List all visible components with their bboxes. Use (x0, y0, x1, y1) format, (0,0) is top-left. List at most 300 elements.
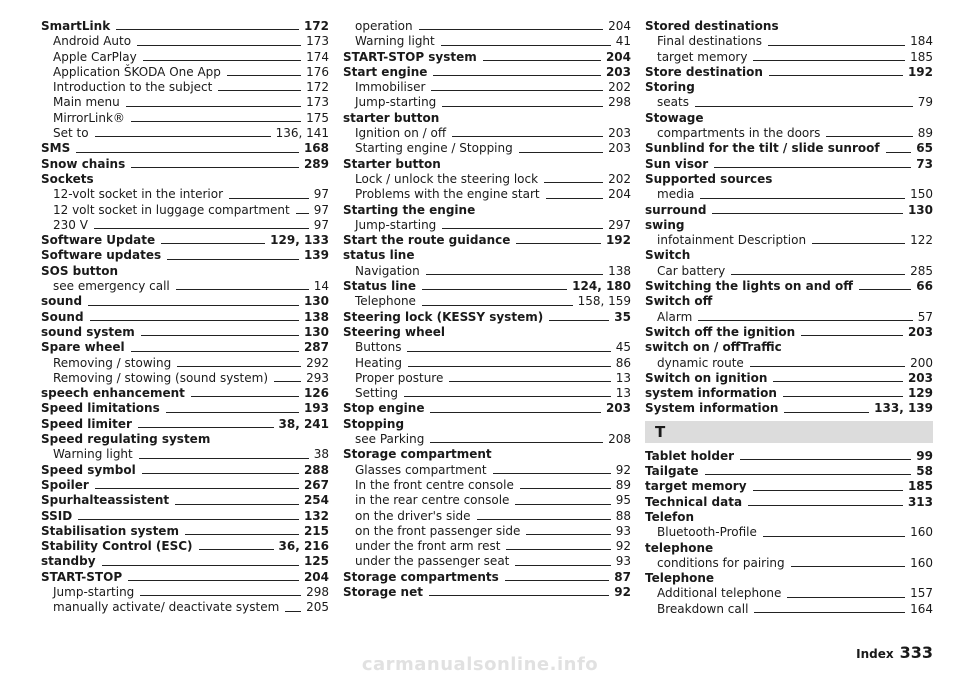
entry-page-ref (279, 539, 329, 554)
page-ref-text: 95 (615, 493, 631, 508)
entry-page-ref (279, 417, 330, 432)
index-subentry (343, 463, 631, 478)
entry-term: Status line (343, 279, 416, 294)
leader-line (433, 75, 601, 76)
leader-line (441, 45, 611, 46)
page-ref-text: 130 (303, 294, 329, 309)
entry-page-ref (304, 401, 329, 416)
leader-line (754, 612, 905, 613)
index-column-3-bottom (645, 449, 933, 617)
index-subentry (41, 65, 329, 80)
entry-page-ref (910, 586, 933, 601)
entry-page-ref (608, 19, 631, 34)
entry-term: Navigation (355, 263, 420, 278)
page-ref-text: 289 (303, 156, 329, 171)
entry-term: Application ŠKODA One App (53, 64, 221, 79)
page-ref-text: 139 (303, 248, 329, 263)
entry-page-ref (608, 95, 631, 110)
entry-page-ref (910, 525, 933, 540)
page-ref-text: 204 (608, 19, 631, 33)
entry-term: Warning light (355, 34, 435, 49)
page-ref-text: 292 (306, 355, 329, 370)
index-entry (41, 509, 329, 524)
entry-term: sound system (41, 324, 135, 339)
page-ref-text: 203 (907, 370, 933, 385)
index-entry (41, 493, 329, 508)
index-entry (343, 310, 631, 325)
page-ref-text: 79 (917, 95, 933, 110)
entry-page-ref (614, 310, 631, 325)
page-ref-text: 36, 216 (278, 539, 329, 554)
page-ref-text: 122 (910, 233, 933, 248)
page-ref-text: 65 (916, 141, 933, 156)
leader-line (791, 566, 905, 567)
entry-term: Main menu (53, 95, 120, 110)
entry-page-ref (306, 111, 329, 126)
entry-page-ref (304, 554, 329, 569)
entry-term: Android Auto (53, 34, 132, 49)
entry-page-ref (606, 50, 631, 65)
page-ref-text: 215 (303, 523, 329, 538)
entry-term: System information (645, 401, 779, 416)
entry-page-ref (616, 554, 631, 569)
page-ref-text: 38, (278, 416, 304, 431)
entry-term: media (657, 187, 695, 202)
entry-page-ref (616, 463, 631, 478)
leader-line (137, 45, 301, 46)
entry-page-ref (908, 495, 933, 510)
entry-term: Storage compartments (343, 569, 499, 584)
entry-page-ref (616, 509, 631, 524)
entry-term: In the front centre console (355, 477, 514, 492)
leader-line (138, 427, 274, 428)
entry-term: speech enhancement (41, 386, 185, 401)
leader-line (185, 534, 299, 535)
page-ref-text: 66 (916, 279, 933, 294)
entry-term: under the passenger seat (355, 554, 510, 569)
entry-term: Switch off the ignition (645, 324, 796, 339)
entry-page-ref (306, 50, 329, 65)
leader-line (143, 60, 301, 61)
page-ref-text: 97 (313, 202, 329, 217)
page-ref-text: 204 (605, 49, 631, 64)
entry-page-ref (304, 325, 329, 340)
entry-term: Software Update (41, 233, 156, 248)
page-ref-text: 313 (907, 494, 933, 509)
index-subentry (645, 264, 933, 279)
leader-line (801, 335, 903, 336)
leader-line (199, 549, 274, 550)
entry-term: Switch (645, 248, 691, 263)
index-subentry (41, 356, 329, 371)
leader-line (769, 75, 903, 76)
index-subentry (343, 509, 631, 524)
leader-line (191, 396, 299, 397)
entry-page-ref (276, 126, 329, 141)
leader-line (750, 366, 905, 367)
leader-line (95, 136, 271, 137)
index-entry (645, 141, 933, 156)
page-ref-text: 208 (608, 432, 631, 447)
index-subentry (41, 447, 329, 462)
index-subentry (41, 203, 329, 218)
leader-line (131, 121, 301, 122)
entry-term: Additional telephone (657, 586, 782, 601)
entry-term: Stored destinations (645, 19, 779, 33)
page-ref-text: 97 (313, 217, 329, 232)
index-subentry (343, 264, 631, 279)
leader-line (126, 106, 301, 107)
page-ref-text: 200 (910, 355, 933, 370)
entry-term: 230 V (53, 217, 88, 232)
index-entry (343, 233, 631, 248)
entry-term: Removing / stowing (sound system) (53, 370, 269, 385)
entry-term: Buttons (355, 340, 402, 355)
leader-line (431, 90, 603, 91)
index-entry (645, 172, 933, 187)
entry-term: SSID (41, 508, 73, 523)
entry-term: SMS (41, 141, 71, 156)
entry-term: Snow chains (41, 156, 126, 171)
leader-line (452, 136, 603, 137)
entry-term: under the front arm rest (355, 539, 501, 554)
index-entry (41, 172, 329, 187)
entry-term: Bluetooth-Profile (657, 525, 757, 540)
entry-page-ref (916, 279, 933, 294)
entry-page-ref (306, 34, 329, 49)
entry-term: START-STOP (41, 569, 123, 584)
page-ref-text: 204 (608, 187, 631, 202)
index-subentry (343, 539, 631, 554)
leader-line (116, 29, 299, 30)
index-subentry (645, 95, 933, 110)
page-ref-text: 193 (303, 401, 329, 416)
entry-term: Telephone (645, 571, 715, 586)
entry-page-ref (608, 80, 631, 95)
entry-term: target memory (657, 49, 748, 64)
leader-line (449, 381, 610, 382)
page-ref-text: 172 (306, 80, 329, 95)
entry-page-ref (578, 294, 631, 309)
entry-page-ref (608, 126, 631, 141)
entry-term: starter button (343, 110, 440, 125)
index-entry (343, 447, 631, 462)
page-ref-text: 92 (615, 539, 631, 554)
page-ref-text: 97 (313, 187, 329, 202)
index-subentry (343, 19, 631, 34)
leader-line (166, 412, 299, 413)
page-ref-text: 288 (303, 462, 329, 477)
entry-term: Storage net (343, 584, 423, 599)
entry-page-ref (306, 80, 329, 95)
entry-page-ref (304, 493, 329, 508)
leader-line (95, 488, 299, 489)
entry-term: swing (645, 217, 685, 232)
entry-term: operation (355, 19, 413, 33)
entry-term: Stability Control (ESC) (41, 539, 193, 554)
index-subentry (645, 126, 933, 141)
index-subentry (41, 279, 329, 294)
entry-page-ref (916, 157, 933, 172)
entry-term: Tablet holder (645, 448, 735, 463)
entry-page-ref (304, 19, 329, 34)
index-column-1 (41, 19, 329, 616)
page-ref-bold: 241 (303, 416, 329, 431)
page-ref-text: 89 (917, 126, 933, 141)
page-ref-text: 88 (615, 508, 631, 523)
entry-page-ref (910, 50, 933, 65)
index-subentry (343, 340, 631, 355)
page-ref-text: 86 (615, 355, 631, 370)
leader-line (131, 167, 299, 168)
page-ref-text: 204 (303, 569, 329, 584)
leader-line (76, 152, 299, 153)
page-ref-text: 203 (605, 401, 631, 416)
index-entry (645, 510, 933, 525)
entry-term: Stabilisation system (41, 523, 179, 538)
entry-term: system information (645, 386, 777, 401)
index-subentry (343, 386, 631, 401)
page-ref-text: 185 (910, 49, 933, 64)
entry-page-ref (910, 356, 933, 371)
entry-term: seats (657, 95, 689, 110)
leader-line (167, 259, 299, 260)
index-entry (41, 478, 329, 493)
index-subentry (41, 187, 329, 202)
page-ref-text: 45 (615, 340, 631, 355)
leader-line (422, 305, 573, 306)
leader-line (748, 505, 903, 506)
index-subentry (645, 187, 933, 202)
entry-term: Problems with the engine start (355, 187, 540, 202)
leader-line (493, 473, 611, 474)
leader-line (407, 351, 610, 352)
page-ref-text: 192 (907, 64, 933, 79)
page-ref-text: 285 (910, 263, 933, 278)
page-ref-text: 73 (916, 156, 933, 171)
index-entry (645, 157, 933, 172)
leader-line (176, 289, 309, 290)
entry-term: target memory (645, 479, 747, 494)
index-entry (645, 571, 933, 586)
entry-term: surround (645, 202, 707, 217)
leader-line (768, 45, 905, 46)
index-entry (41, 386, 329, 401)
index-entry (41, 141, 329, 156)
section-letter: T (645, 421, 933, 443)
entry-term: conditions for pairing (657, 555, 785, 570)
index-subentry (343, 294, 631, 309)
entry-term: Switching the lights on and off (645, 279, 854, 294)
entry-page-ref (908, 386, 933, 401)
entry-term: Jump-starting (355, 217, 437, 232)
page-ref-text: 35 (614, 309, 631, 324)
entry-page-ref (306, 600, 329, 615)
index-subentry (41, 600, 329, 615)
leader-line (94, 228, 309, 229)
leader-line (740, 459, 911, 460)
page-ref-text: 130 (303, 324, 329, 339)
page-ref-text: 168 (303, 141, 329, 156)
index-entry (343, 325, 631, 340)
entry-term: Spoiler (41, 477, 89, 492)
entry-term: Stop engine (343, 401, 425, 416)
entry-term: 12 volt socket in luggage compartment (53, 202, 290, 217)
entry-page-ref (304, 478, 329, 493)
leader-line (705, 474, 912, 475)
entry-term: Steering wheel (343, 324, 446, 339)
leader-line (131, 351, 299, 352)
entry-term: in the rear centre console (355, 493, 510, 508)
index-subentry (343, 187, 631, 202)
entry-page-ref (606, 65, 631, 80)
leader-line (430, 412, 600, 413)
entry-term: Starting the engine (343, 202, 476, 217)
index-subentry (343, 126, 631, 141)
entry-term: Sound (41, 309, 84, 324)
page-ref-text: 160 (910, 525, 933, 540)
page-ref-text: 184 (910, 34, 933, 49)
leader-line (227, 75, 301, 76)
index-entry (645, 541, 933, 556)
entry-term: Telephone (355, 294, 416, 309)
entry-page-ref (910, 602, 933, 617)
entry-term: Switch off (645, 294, 713, 309)
page-ref-text: 93 (615, 523, 631, 538)
entry-page-ref (314, 187, 329, 202)
leader-line (763, 536, 905, 537)
leader-line (714, 167, 911, 168)
entry-term: Tailgate (645, 464, 699, 479)
entry-term: sound (41, 294, 83, 309)
index-entry (645, 449, 933, 464)
entry-term: Supported sources (645, 171, 773, 186)
leader-line (408, 366, 611, 367)
entry-page-ref (908, 371, 933, 386)
leader-line (753, 490, 903, 491)
leader-line (177, 366, 301, 367)
index-subentry (343, 554, 631, 569)
index-entry (41, 570, 329, 585)
index-entry (645, 495, 933, 510)
entry-page-ref (608, 141, 631, 156)
entry-page-ref (304, 570, 329, 585)
leader-line (520, 488, 611, 489)
index-subentry (41, 80, 329, 95)
entry-term: Switch on ignition (645, 370, 768, 385)
leader-line (505, 580, 609, 581)
index-column-3 (645, 19, 933, 617)
leader-line (78, 519, 299, 520)
page-ref-text: 136, 141 (275, 126, 329, 141)
leader-line (141, 335, 299, 336)
leader-line (140, 595, 301, 596)
index-subentry (645, 50, 933, 65)
page-ref-text: 126 (303, 386, 329, 401)
entry-term: Start the route guidance (343, 233, 511, 248)
entry-page-ref (304, 509, 329, 524)
page-number: 333 (899, 643, 933, 662)
page-ref-text: 293 (306, 370, 329, 385)
entry-page-ref (874, 401, 933, 416)
entry-term: Start engine (343, 64, 428, 79)
index-entry (41, 248, 329, 263)
entry-page-ref (616, 493, 631, 508)
entry-term: Final destinations (657, 34, 762, 49)
page-ref-text: 57 (917, 309, 933, 324)
page-ref-text: 157 (910, 586, 933, 601)
entry-page-ref (908, 479, 933, 494)
page-ref-text: 92 (615, 462, 631, 477)
leader-line (515, 565, 610, 566)
entry-term: Stopping (343, 416, 405, 431)
page-ref-text: 133, 139 (874, 401, 933, 416)
leader-line (773, 381, 903, 382)
index-entry (343, 401, 631, 416)
entry-page-ref (608, 172, 631, 187)
leader-line (698, 320, 912, 321)
page-ref-text: 13 (615, 370, 631, 385)
index-entry (41, 432, 329, 447)
index-entry (645, 479, 933, 494)
index-subentry (41, 95, 329, 110)
page-ref-text: 254 (303, 493, 329, 508)
entry-page-ref (304, 294, 329, 309)
leader-line (218, 90, 301, 91)
entry-term: MirrorLink® (53, 110, 125, 125)
index-subentry (343, 95, 631, 110)
index-subentry (343, 34, 631, 49)
index-entry (41, 325, 329, 340)
index-subentry (343, 218, 631, 233)
page-ref-text: 203 (608, 141, 631, 156)
page-ref-text: 164 (910, 601, 933, 616)
entry-term: Ignition on / off (355, 126, 447, 141)
leader-line (142, 473, 299, 474)
leader-line (296, 213, 309, 214)
entry-page-ref (616, 478, 631, 493)
entry-page-ref (916, 141, 933, 156)
page-ref-text: 93 (615, 554, 631, 569)
page-ref-text: 132 (303, 508, 329, 523)
entry-term: Sockets (41, 171, 94, 186)
entry-term: Storage compartment (343, 447, 492, 462)
leader-line (88, 305, 299, 306)
entry-page-ref (314, 218, 329, 233)
page-ref-text: 130 (907, 202, 933, 217)
page-ref-text: 138 (608, 263, 631, 278)
leader-line (544, 182, 603, 183)
leader-line (549, 320, 609, 321)
index-entry (41, 233, 329, 248)
entry-page-ref (908, 325, 933, 340)
entry-page-ref (910, 233, 933, 248)
leader-line (787, 597, 905, 598)
page-ref-text: 14 (313, 279, 329, 294)
index-entry (645, 65, 933, 80)
entry-term: Speed symbol (41, 462, 136, 477)
index-column-3-top (645, 19, 933, 417)
leader-line (695, 106, 913, 107)
entry-term: Removing / stowing (53, 355, 172, 370)
entry-page-ref (616, 524, 631, 539)
entry-term: Speed limiter (41, 416, 132, 431)
index-entry (343, 570, 631, 585)
entry-page-ref (608, 187, 631, 202)
page-ref-text: 38 (313, 447, 329, 462)
index-entry (41, 539, 329, 554)
index-subentry (645, 586, 933, 601)
